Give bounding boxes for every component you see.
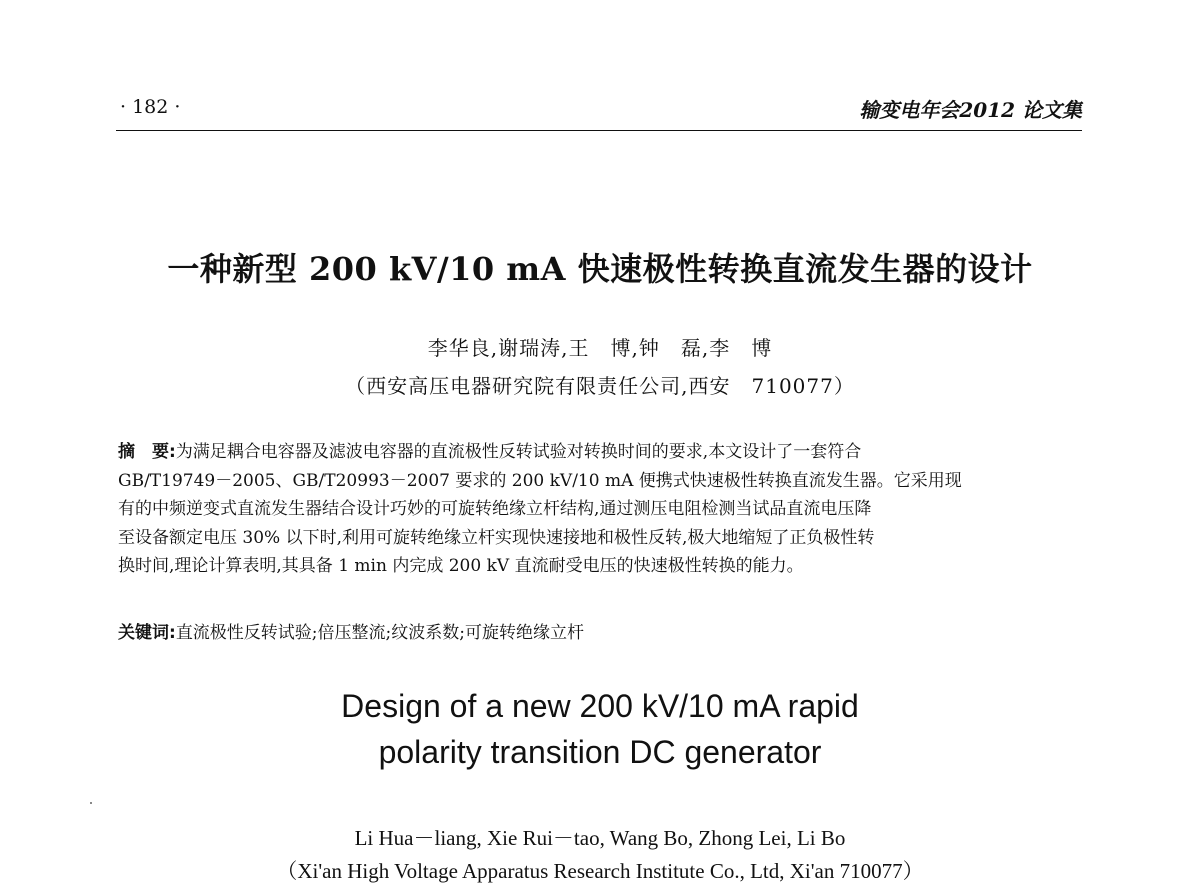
scan-speck xyxy=(90,802,92,804)
abstract-line-3: 有的中频逆变式直流发生器结合设计巧妙的可旋转绝缘立杆结构,通过测压电阻检测当试品直流电压降 xyxy=(118,499,872,519)
abstract-label: 摘 要: xyxy=(118,442,176,462)
keywords-line xyxy=(118,618,584,643)
affiliation-chinese: （西安高压电器研究院有限责任公司,西安 710077） xyxy=(345,374,855,398)
paper-title-chinese: 一种新型 200 kV/10 mA 快速极性转换直流发生器的设计 xyxy=(167,250,1033,288)
abstract-line-2: GB/T19749－2005、GB/T20993－2007 要求的 200 kV/10 mA 便携式快速极性转换直流发生器。它采用现 xyxy=(118,470,962,491)
title-en-line-1: Design of a new 200 kV/10 mA rapid xyxy=(341,688,859,724)
abstract-line-5: 换时间,理论计算表明,其具备 1 min 内完成 200 kV 直流耐受电压的快速极性转换的能力。 xyxy=(118,556,804,576)
keywords-text: 直流极性反转试验;倍压整流;纹波系数;可旋转绝缘立杆 xyxy=(175,623,584,643)
abstract-block xyxy=(118,438,1084,581)
page-number: · 182 · xyxy=(120,96,181,118)
authors-english: Li Hua－liang, Xie Rui－tao, Wang Bo, Zhong Lei, Li Bo xyxy=(354,826,846,850)
journal-title: 输变电年会2012 论文集 xyxy=(859,98,1082,122)
abstract-text-1: 为满足耦合电容器及滤波电容器的直流极性反转试验对转换时间的要求,本文设计了一套符合 xyxy=(175,442,862,462)
authors-chinese: 李华良,谢瑞涛,王 博,钟 磊,李 博 xyxy=(427,336,773,360)
header-rule xyxy=(116,130,1082,131)
abstract-line-1 xyxy=(118,438,1084,467)
affiliation-english: （Xi'an High Voltage Apparatus Research Institute Co., Ltd, Xi'an 710077） xyxy=(276,859,924,883)
keywords-label: 关键词: xyxy=(118,623,176,643)
title-en-line-2: polarity transition DC generator xyxy=(378,734,822,770)
abstract-line-4: 至设备额定电压 30% 以下时,利用可旋转绝缘立杆实现快速接地和极性反转,极大地缩短了正负极性转 xyxy=(118,527,875,548)
paper-title-english xyxy=(0,683,1200,775)
